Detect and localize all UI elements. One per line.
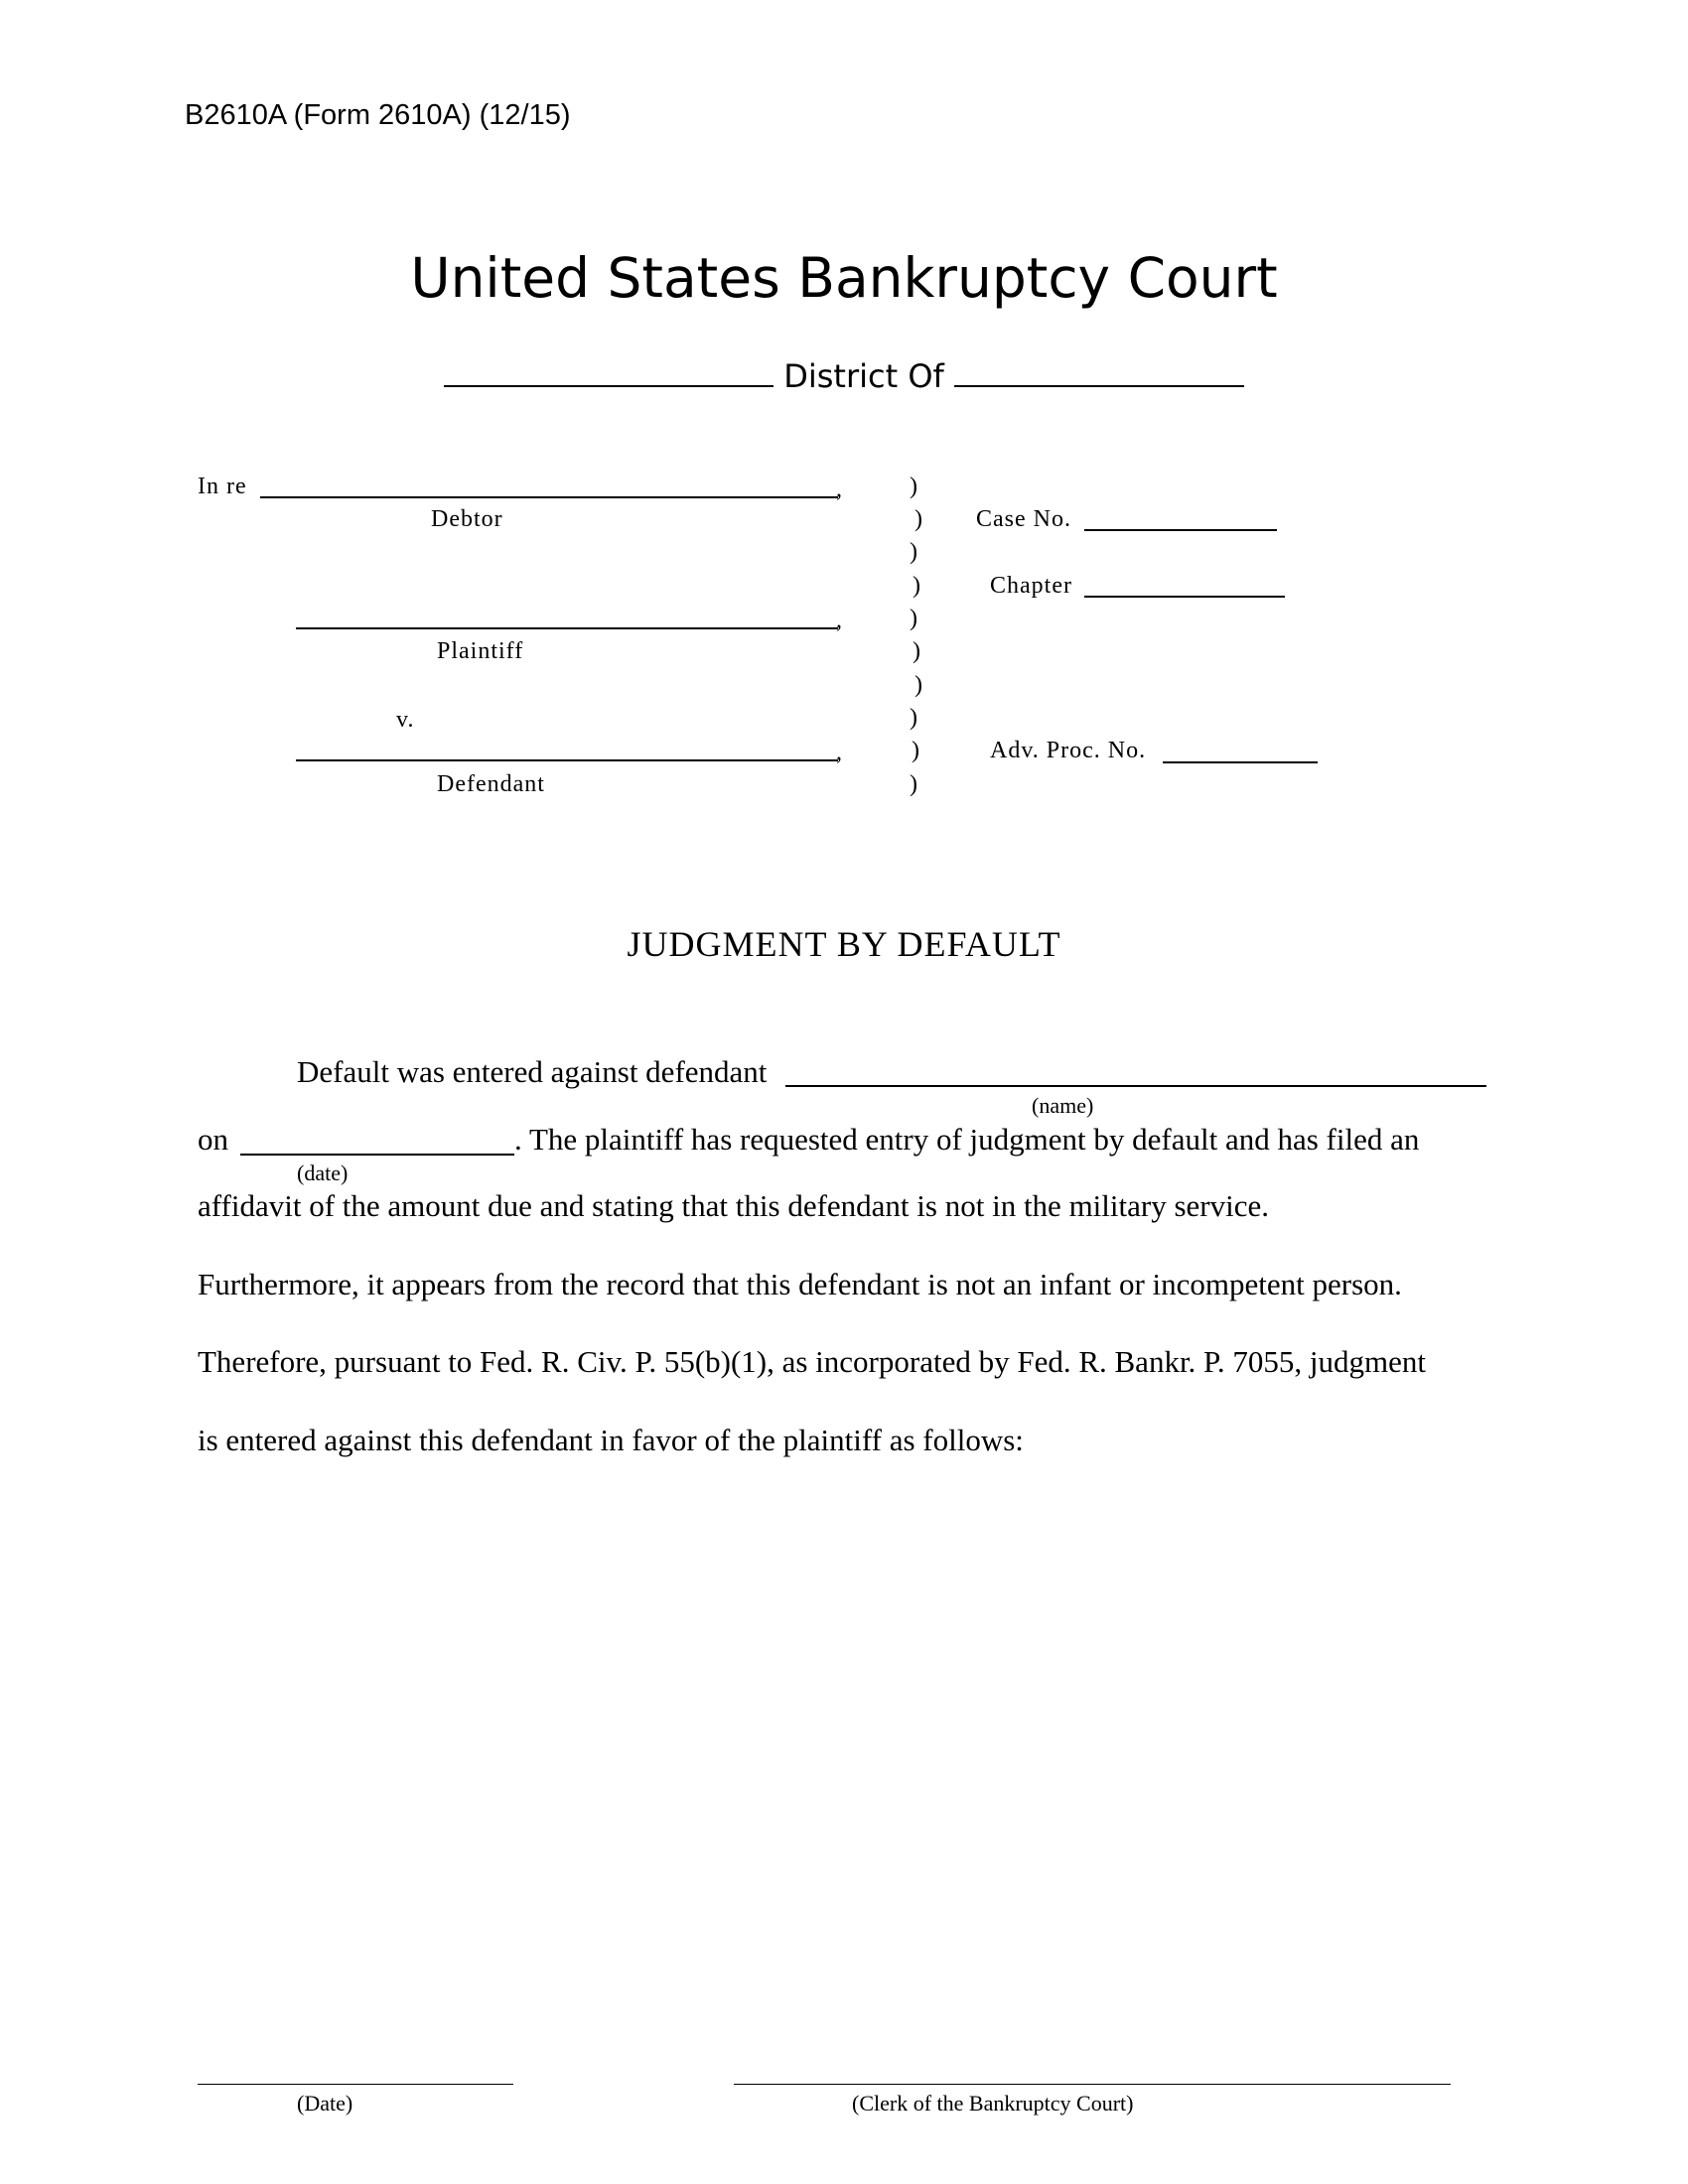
debtor-name-blank[interactable] (260, 496, 838, 498)
caption-paren: ) (914, 506, 922, 532)
caption-paren: ) (913, 573, 920, 599)
district-label: District Of (783, 357, 944, 395)
affidavit-text: affidavit of the amount due and stating that this defendant is not in the military service. (198, 1188, 1269, 1223)
chapter-blank[interactable] (1084, 596, 1285, 598)
adv-proc-no-blank[interactable] (1163, 761, 1318, 763)
comma: , (836, 477, 843, 502)
case-no-label: Case No. (976, 506, 1071, 532)
debtor-label: Debtor (431, 506, 503, 532)
date-caption: (date) (297, 1160, 349, 1185)
caption-paren: ) (910, 771, 917, 797)
default-date-field[interactable] (240, 1154, 514, 1156)
date-signature-label: (Date) (297, 2091, 353, 2116)
entered-against-text: is entered against this defendant in favor of the plaintiff as follows: (198, 1423, 1024, 1457)
versus-label: v. (396, 707, 415, 733)
default-entered-text: Default was entered against defendant (297, 1054, 768, 1089)
caption-paren: ) (910, 705, 917, 731)
on-label: on (198, 1122, 228, 1157)
caption-paren: ) (912, 738, 919, 763)
clerk-signature-label: (Clerk of the Bankruptcy Court) (852, 2091, 1134, 2116)
defendant-name-field[interactable] (785, 1085, 1486, 1087)
judgment-title: JUDGMENT BY DEFAULT (627, 924, 1061, 964)
district-of-blank[interactable] (954, 384, 1244, 387)
clerk-signature-line[interactable] (734, 2084, 1451, 2085)
adv-proc-no-label: Adv. Proc. No. (990, 738, 1147, 763)
caption-paren: ) (910, 474, 917, 499)
plaintiff-name-blank[interactable] (296, 627, 838, 629)
in-re-label: In re (198, 474, 247, 499)
district-name-blank[interactable] (444, 384, 774, 387)
caption-paren: ) (914, 672, 922, 698)
plaintiff-label: Plaintiff (437, 638, 524, 664)
form-identifier: B2610A (Form 2610A) (12/15) (185, 99, 571, 131)
caption-paren: ) (910, 539, 917, 565)
therefore-text: Therefore, pursuant to Fed. R. Civ. P. 55(b)(1), as incorporated by Fed. R. Bankr. P. 7055, judgment (198, 1344, 1426, 1379)
defendant-label: Defendant (437, 771, 545, 797)
name-caption: (name) (1032, 1093, 1094, 1118)
defendant-name-blank[interactable] (296, 759, 838, 761)
comma: , (836, 608, 843, 633)
court-title: United States Bankruptcy Court (410, 246, 1278, 310)
chapter-label: Chapter (990, 573, 1072, 599)
district-line (0, 357, 1688, 395)
case-no-blank[interactable] (1084, 529, 1277, 531)
comma: , (836, 740, 843, 765)
caption-paren: ) (913, 638, 920, 664)
caption-paren: ) (910, 606, 917, 631)
furthermore-text: Furthermore, it appears from the record that this defendant is not an infant or incompetent person. (198, 1267, 1402, 1301)
plaintiff-request-text: . The plaintiff has requested entry of judgment by default and has filed an (514, 1122, 1420, 1157)
judgment-date-line[interactable] (198, 2084, 513, 2085)
